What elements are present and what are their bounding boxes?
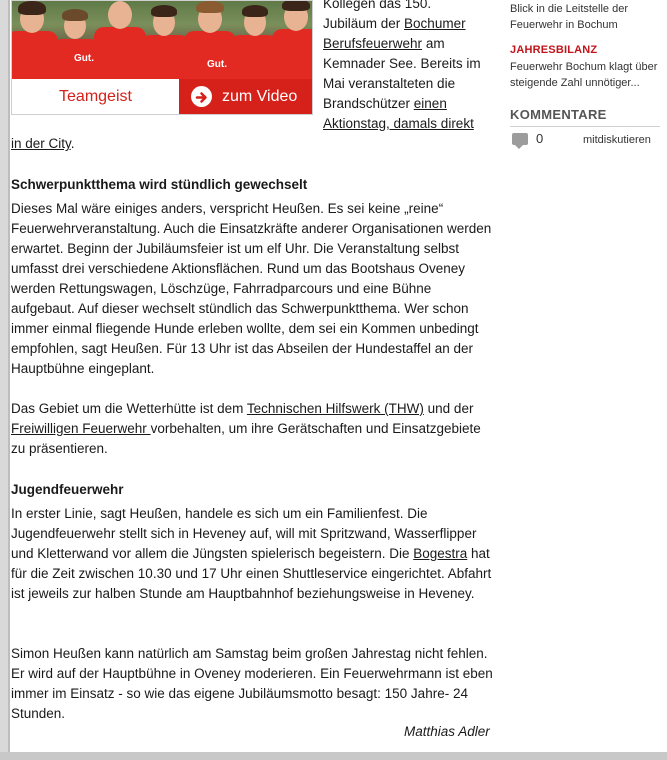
comment-bubble-icon <box>512 133 528 145</box>
link-bogestra[interactable]: Bogestra <box>413 546 468 561</box>
link-aktionstag[interactable]: einen Aktionstag, damals direkt <box>323 96 474 131</box>
left-gutter <box>0 0 8 760</box>
link-in-der-city[interactable]: in der City <box>11 136 71 151</box>
section-heading: Schwerpunktthema wird stündlich gewechselt <box>11 177 308 192</box>
section-heading: Jugendfeuerwehr <box>11 482 124 497</box>
article-paragraph: In erster Linie, sagt Heußen, handele es sich um ein Familienfest. Die Jugendfeuerwehr stellt sich in Heveney auf, will mit Spritzwand, Wasserflipper und Kletterwand vor allem die Jüngsten spielerisch begeistern. Die Bogestra hat für die Zeit zwischen 10.30 und 17 Uhr einen Shuttleservice eingerichtet. Abfahrt ist jeweils zur halben Stunde am Hauptbahnhof beziehungsweise in Heveney. <box>11 506 492 601</box>
article-paragraph: Simon Heußen kann natürlich am Samstag beim großen Jahrestag nicht fehlen. Er wird auf der Hauptbühne in Oveney moderieren. Ein Feuerwehrmann ist eben immer im Einsatz - so wie das eigene Jubiläumsmotto besagt: 150 Jahre- 24 Stunden. <box>11 646 493 721</box>
article-author: Matthias Adler <box>404 724 490 739</box>
video-teaser[interactable] <box>11 0 313 115</box>
shirt-print: Gut. <box>74 53 94 64</box>
shirt-print: Gut. <box>207 59 227 70</box>
comments-heading: KOMMENTARE <box>510 107 607 122</box>
comments-divider <box>510 126 660 127</box>
article-paragraph: Dieses Mal wäre einiges anders, verspricht Heußen. Es sei keine „reine“ Feuerwehrveranstaltung. Auch die Einsatzkräfte anderer Organisationen werden erwartet. Beginn der Jubiläumsfeier ist um elf Uhr. Die Veranstaltung selbst umfasst drei verschiedene Aktionsflächen. Rund um das Bootshaus Oveney werden Rettungswagen, Löschzüge, Fahrradparcours und eine Bühne aufgebaut. Auf dieser wechselt stündlich das Schwerpunktthema. Wer schon immer einmal fliegende Hunde erleben wollte, dem sei ein Kommen unbedingt empfohlen, sagt Heußen. Für 13 Uhr ist das Abseilen der Hundestaffel an der Hauptbühne eingeplant. <box>11 201 492 376</box>
teaser-caption-bar <box>12 79 312 114</box>
link-freiwillige-feuerwehr[interactable]: Freiwilligen Feuerwehr <box>11 421 151 436</box>
join-discussion-link[interactable]: mitdiskutieren <box>583 134 651 146</box>
sidebar-teaser-kicker: JAHRESBILANZ <box>510 44 598 56</box>
sidebar-teaser-link[interactable]: Blick in die Leitstelle der Feuerwehr in Bochum <box>510 3 629 31</box>
link-bochumer-berufsfeuerwehr[interactable]: Bochumer Berufsfeuerwehr <box>323 16 466 51</box>
watch-video-label: zum Video <box>222 88 298 105</box>
article-intro: Kollegen das 150. Jubiläum der Bochumer Berufsfeuerwehr am Kemnader See. Bereits im Mai veranstalteten die Brandschützer einen Aktionstag, damals direkt <box>323 0 481 131</box>
article-paragraph: Das Gebiet um die Wetterhütte ist dem Technischen Hilfswerk (THW) und der Freiwilligen Feuerwehr vorbehalten, um ihre Gerätschaften und Einsatzgebiete zu präsentieren. <box>11 401 481 456</box>
article-intro-continued: in der City. <box>11 136 75 151</box>
sidebar-teaser-link[interactable]: Feuerwehr Bochum klagt über steigende Zahl unnötiger... <box>510 61 658 89</box>
watch-video-button[interactable] <box>179 79 312 114</box>
play-arrow-icon <box>191 86 212 107</box>
link-thw[interactable]: Technischen Hilfswerk (THW) <box>246 401 424 416</box>
comments-count: 0 <box>536 131 544 146</box>
teaser-photo <box>12 1 312 79</box>
teaser-caption: Teamgeist <box>59 88 132 105</box>
page-bottom-edge <box>0 752 667 760</box>
left-gutter-shadow <box>8 0 10 760</box>
